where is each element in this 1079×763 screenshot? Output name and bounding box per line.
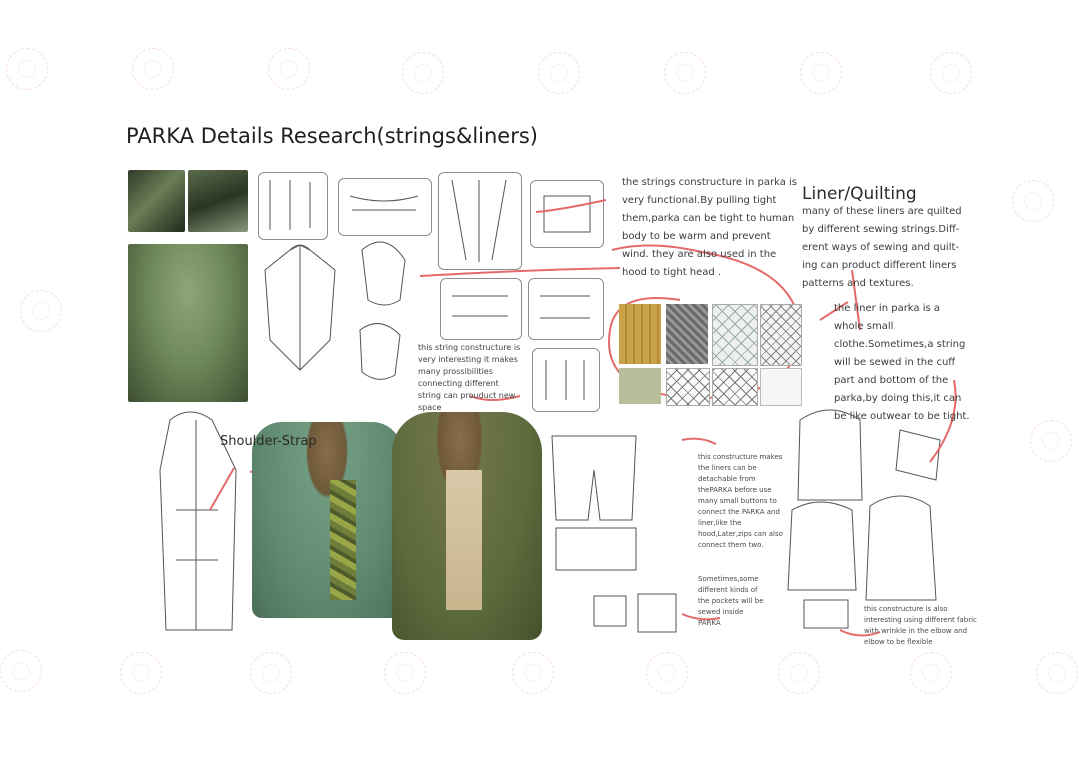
watermark-stamp-icon: [20, 290, 62, 332]
watermark-stamp-icon: [1030, 420, 1072, 462]
watermark-stamp-icon: [1036, 652, 1078, 694]
watermark-stamp-icon: [910, 652, 952, 694]
liner-swatch-gray: [666, 304, 708, 364]
liner-swatch-diamond-3: [666, 368, 710, 406]
detachable-note: this constructure makes the liners can be detachable from thePARKA before use many small buttons to connect the PARKA and liner,like the hood,Later,zips can also connect them two.: [698, 453, 783, 549]
watermark-stamp-icon: [120, 652, 162, 694]
watermark-stamp-icon: [664, 52, 706, 94]
hood-string-photo-2: [188, 170, 248, 232]
watermark-stamp-icon: [132, 48, 174, 90]
watermark-stamp-icon: [402, 52, 444, 94]
watermark-stamp-icon: [1012, 180, 1054, 222]
parka-camo-liner: [330, 480, 356, 600]
shoulder-strap-label: Shoulder-Strap: [220, 434, 317, 449]
liner-swatch-diamond-4: [712, 368, 758, 406]
liner-heading: Liner/Quilting: [802, 184, 917, 204]
liner-swatch-diamond-2: [760, 304, 802, 366]
sketch-pocket-detail: [530, 180, 604, 248]
liner-swatch-gold: [619, 304, 661, 364]
liner-swatch-plain: [760, 368, 802, 406]
watermark-stamp-icon: [538, 52, 580, 94]
parka-front-photo: [128, 244, 248, 402]
watermark-stamp-icon: [778, 652, 820, 694]
sketch-sleeve-panel: [532, 348, 600, 412]
liner-swatch-diamond-1: [712, 304, 758, 366]
sketch-parka-front: [438, 172, 522, 270]
watermark-stamp-icon: [268, 48, 310, 90]
fabric-note: this constructure is also interesting using different fabric with wrinkle in the elbow and elbow to be flexible: [864, 605, 977, 646]
watermark-stamp-icon: [930, 52, 972, 94]
sketch-waist-gather: [338, 178, 432, 236]
strings-note: the strings constructure in parka is very functional.By pulling tight them,parka can be tight to human body to be warm and prevent wind. they are also used in the hood to tight head .: [622, 177, 797, 278]
sketch-cuff-detail-1: [440, 278, 522, 340]
liner-swatch-olive: [619, 368, 661, 404]
string-construct-note: this string constructure is very interesting it makes many prossibilities connecting different string can prouduct new space: [418, 343, 521, 412]
watermark-stamp-icon: [0, 650, 42, 692]
parka-inner-liner: [446, 470, 482, 610]
watermark-stamp-icon: [512, 652, 554, 694]
watermark-stamp-icon: [250, 652, 292, 694]
watermark-stamp-icon: [646, 652, 688, 694]
liner-note: many of these liners are quilted by different sewing strings.Diff-erent ways of sewing and quilt-ing can product different liners patterns and textures.: [802, 206, 962, 289]
liner-whole-note: the liner in parka is a whole small clothe.Sometimes,a string will be sewed in the cuff part and bottom of the parka,by doing this,it can be like outwear to be tight.: [834, 303, 970, 422]
watermark-stamp-icon: [6, 48, 48, 90]
watermark-stamp-icon: [384, 652, 426, 694]
sketch-back-panel: [258, 172, 328, 240]
parka-photo-green: [252, 422, 402, 618]
sketch-cuff-detail-2: [528, 278, 604, 340]
watermark-stamp-icon: [800, 52, 842, 94]
pockets-note: Sometimes,some different kinds of the pockets will be sewed inside PARKA: [698, 575, 764, 627]
hood-string-photo-1: [128, 170, 185, 232]
page-title: PARKA Details Research(strings&liners): [126, 124, 538, 148]
